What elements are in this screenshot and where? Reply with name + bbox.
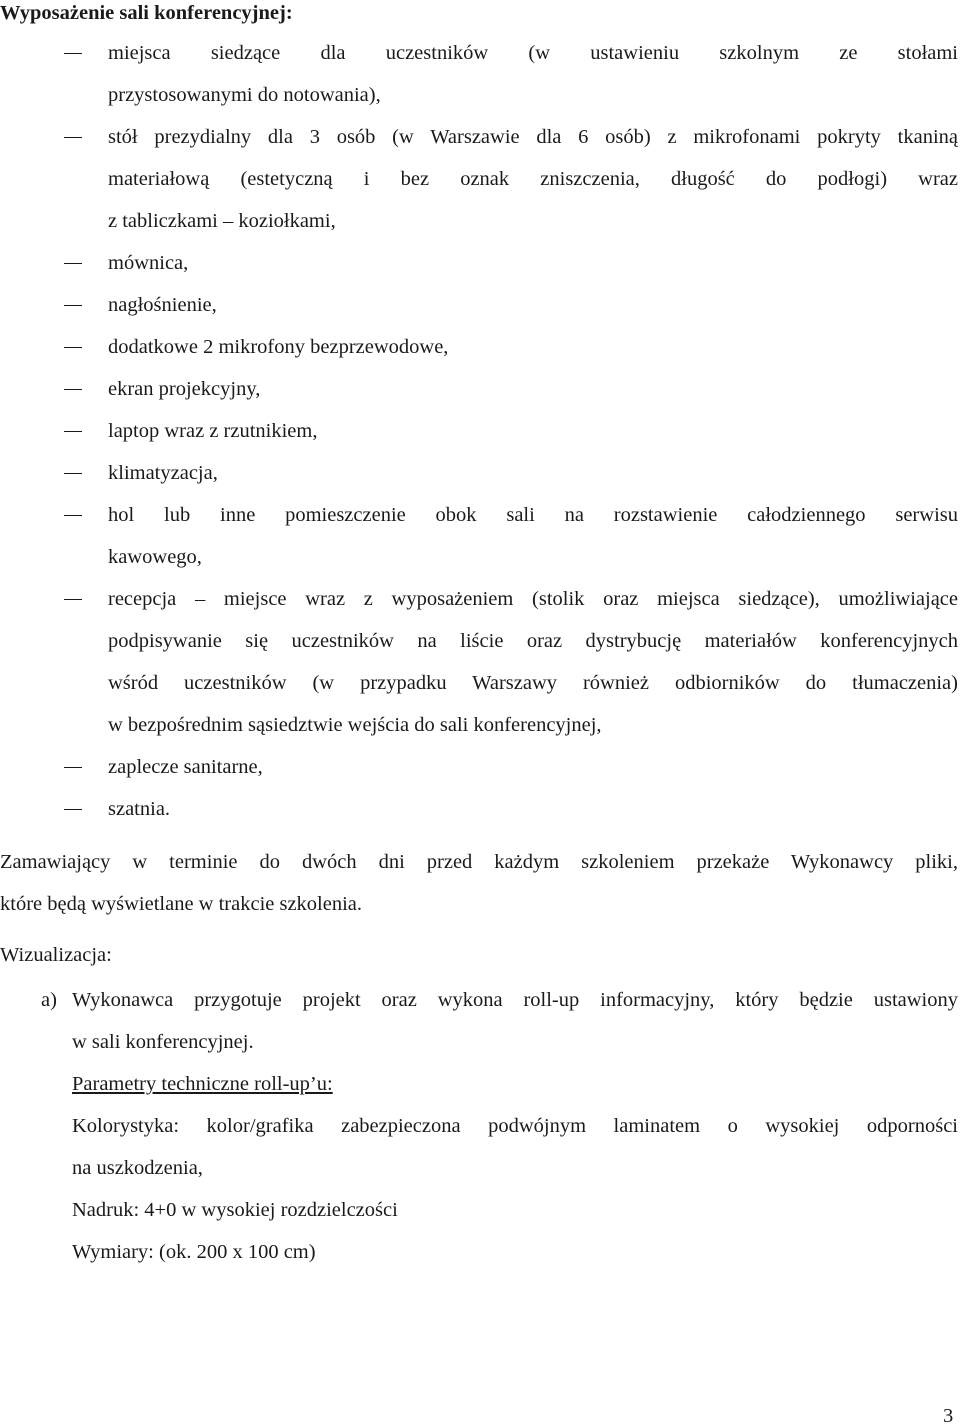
list-dash [64, 263, 82, 264]
list-item-line: nagłośnienie, [108, 294, 217, 316]
list-dash [64, 53, 82, 54]
list-item-line: ekran projekcyjny, [108, 378, 261, 400]
list-item-line: recepcja – miejsce wraz z wyposażeniem (stolik oraz miejsca siedzące), umożliwiające [108, 588, 958, 610]
equipment-heading: Wyposażenie sali konferencyjnej: [0, 2, 293, 24]
list-item-line: klimatyzacja, [108, 462, 218, 484]
page-number: 3 [943, 1405, 954, 1427]
list-dash [64, 473, 82, 474]
item-marker: a) [41, 989, 57, 1011]
list-dash [64, 599, 82, 600]
list-item-line: dodatkowe 2 mikrofony bezprzewodowe, [108, 336, 449, 358]
list-item-line: kawowego, [108, 546, 202, 568]
param-print: Nadruk: 4+0 w wysokiej rozdzielczości [72, 1199, 398, 1221]
params-heading: Parametry techniczne roll-up’u: [72, 1073, 333, 1095]
list-dash [64, 347, 82, 348]
list-item-line: wśród uczestników (w przypadku Warszawy również odbiorników do tłumaczenia) [108, 672, 958, 694]
list-item-line: z tabliczkami – koziołkami, [108, 210, 336, 232]
list-item-line: szatnia. [108, 798, 171, 820]
list-item-line: stół prezydialny dla 3 osób (w Warszawie dla 6 osób) z mikrofonami pokryty tkaniną [108, 126, 958, 148]
list-dash [64, 305, 82, 306]
item-a-line: w sali konferencyjnej. [72, 1031, 254, 1053]
list-item-line: w bezpośrednim sąsiedztwie wejścia do sali konferencyjnej, [108, 714, 602, 736]
list-item-line: hol lub inne pomieszczenie obok sali na rozstawienie całodziennego serwisu [108, 504, 958, 526]
list-dash [64, 809, 82, 810]
list-dash [64, 431, 82, 432]
param-size: Wymiary: (ok. 200 x 100 cm) [72, 1241, 316, 1263]
paragraph-line: Zamawiający w terminie do dwóch dni przed każdym szkoleniem przekaże Wykonawcy pliki, [0, 851, 958, 873]
list-item-line: zaplecze sanitarne, [108, 756, 263, 778]
list-dash [64, 389, 82, 390]
list-item-line: miejsca siedzące dla uczestników (w ustawieniu szkolnym ze stołami [108, 42, 958, 64]
list-item-line: laptop wraz z rzutnikiem, [108, 420, 318, 442]
list-dash [64, 137, 82, 138]
list-item-line: podpisywanie się uczestników na liście oraz dystrybucję materiałów konferencyjnych [108, 630, 958, 652]
list-dash [64, 767, 82, 768]
list-item-line: materiałową (estetyczną i bez oznak zniszczenia, długość do podłogi) wraz [108, 168, 958, 190]
param-color-line: na uszkodzenia, [72, 1157, 203, 1179]
list-dash [64, 515, 82, 516]
visualization-heading: Wizualizacja: [0, 944, 112, 966]
list-item-line: przystosowanymi do notowania), [108, 84, 381, 106]
item-a-line: Wykonawca przygotuje projekt oraz wykona roll-up informacyjny, który będzie ustawiony [72, 989, 958, 1011]
param-color-line: Kolorystyka: kolor/grafika zabezpieczona podwójnym laminatem o wysokiej odporności [72, 1115, 958, 1137]
paragraph-line: które będą wyświetlane w trakcie szkolenia. [0, 893, 363, 915]
list-item-line: mównica, [108, 252, 189, 274]
